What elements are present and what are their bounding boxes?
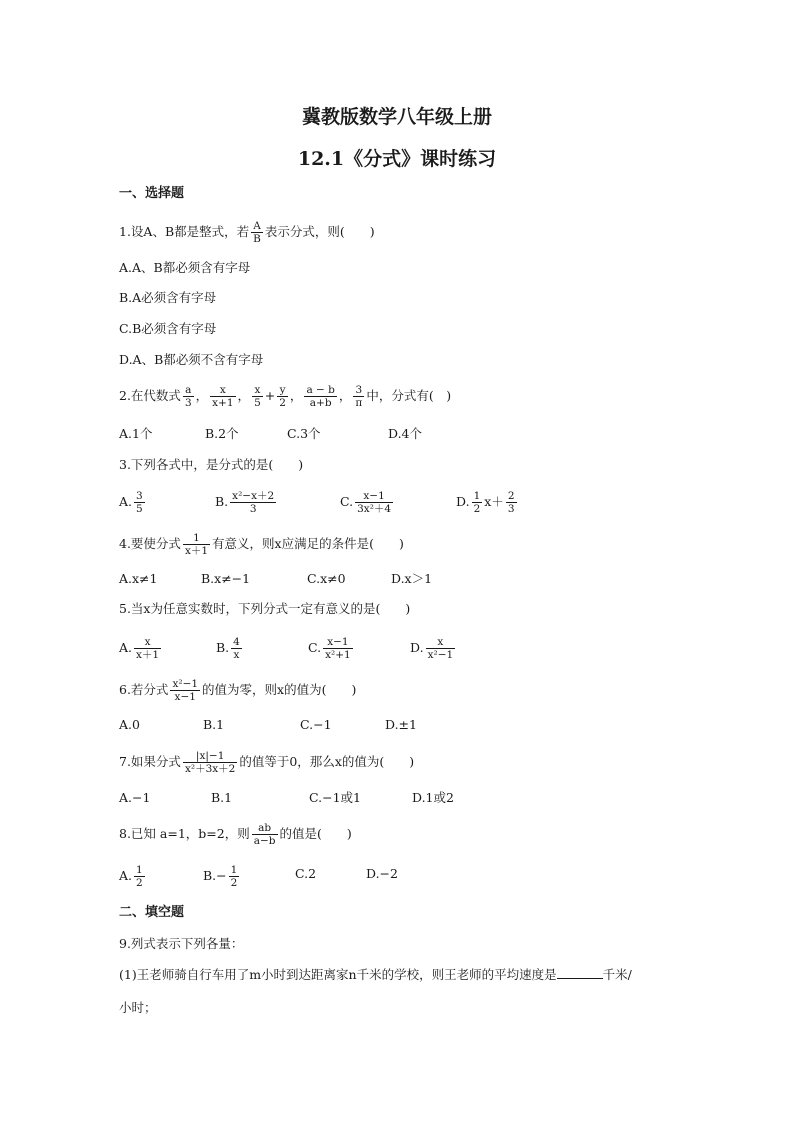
numerator: 3 (136, 490, 143, 502)
option-b (216, 636, 244, 661)
fraction (323, 636, 353, 661)
option-label: D. (410, 640, 424, 655)
option-label: C. (340, 494, 354, 509)
numerator: a (183, 384, 194, 397)
option-label: C. (308, 640, 322, 655)
fraction (355, 490, 393, 515)
separator: ， (338, 388, 352, 403)
option-d: D.±1 (385, 717, 417, 732)
document-title: 冀教版数学八年级上册 (301, 106, 492, 128)
denominator: B (253, 233, 261, 245)
denominator: 5 (254, 397, 261, 409)
denominator: x²+1 (325, 649, 351, 661)
fraction (183, 750, 237, 775)
fraction (506, 490, 517, 515)
denominator: 3 (184, 397, 192, 409)
option-a: A.x≠1 (119, 571, 158, 586)
question-8 (119, 822, 352, 847)
option-label: D. (456, 494, 470, 509)
question-text: 中，分式有( ) (366, 388, 452, 403)
numerator: 1 (183, 532, 210, 545)
option-b: B.1 (211, 790, 233, 805)
fraction (170, 678, 200, 703)
section-heading-fill: 二、填空题 (119, 905, 185, 920)
fraction (134, 864, 145, 889)
fraction (252, 822, 278, 847)
option-text: x＋ (484, 494, 504, 509)
fraction (134, 636, 161, 661)
option-c: C.B必须含有字母 (119, 321, 217, 336)
option-c: C.−1 (300, 717, 332, 732)
option-d (410, 636, 457, 661)
question-4 (119, 532, 404, 557)
option-a (119, 636, 163, 661)
numerator: y (277, 384, 288, 397)
numerator: A (251, 220, 263, 233)
fraction (304, 384, 336, 409)
question-text: 4.要使分式 (119, 536, 181, 551)
denominator: a+b (309, 397, 332, 409)
denominator: 2 (473, 503, 481, 515)
denominator: 2 (230, 877, 238, 889)
fraction (251, 220, 263, 245)
document-subtitle: 12.1《分式》课时练习 (297, 148, 497, 170)
question-text: 8.已知 a=1，b=2，则 (119, 826, 250, 841)
fraction (229, 864, 240, 889)
denominator: x＋1 (184, 545, 209, 557)
question-text: 2.在代数式 (119, 388, 181, 403)
option-d: D.x＞1 (391, 571, 433, 586)
option-label: A. (119, 494, 133, 509)
option-b: B.2个 (205, 426, 239, 441)
option-label: B. (216, 640, 230, 655)
separator: ， (237, 388, 251, 403)
fraction (230, 490, 276, 515)
denominator: 3 (249, 503, 257, 515)
question-text: 有意义，则x应满足的条件是( ) (212, 536, 404, 551)
question-text: 6.若分式 (119, 682, 169, 697)
question-9-part-1-continued: 小时； (119, 1000, 157, 1015)
denominator: 2 (136, 877, 143, 889)
question-text: 的值是( ) (279, 826, 352, 841)
denominator: x²−1 (427, 649, 454, 661)
numerator: 4 (233, 636, 240, 648)
option-d: D.4个 (388, 426, 423, 441)
fraction (134, 490, 145, 515)
denominator: a−b (253, 835, 276, 847)
numerator: x²−1 (172, 678, 199, 690)
numerator: ab (252, 822, 278, 835)
denominator: 2 (279, 397, 286, 409)
denominator: π (355, 397, 363, 409)
fraction (472, 490, 483, 515)
numerator: 1 (136, 864, 143, 876)
option-a (119, 490, 147, 515)
option-a (119, 864, 147, 889)
denominator: x−1 (174, 691, 196, 703)
numerator: 1 (230, 864, 238, 876)
question-9-part-1 (119, 965, 632, 985)
plus-sign: + (264, 388, 276, 403)
option-c (340, 490, 395, 515)
question-3: 3.下列各式中，是分式的是( ) (119, 457, 304, 472)
question-7 (119, 750, 414, 775)
question-text: 的值为零，则x的值为( ) (202, 682, 357, 697)
option-c: C.2 (295, 866, 317, 881)
option-d: D.A、B都必须不含有字母 (119, 352, 264, 367)
question-text: 表示分式，则( ) (264, 224, 375, 239)
separator: ， (289, 388, 303, 403)
numerator: 3 (353, 384, 364, 397)
denominator: 3 (507, 503, 515, 515)
fraction (277, 384, 288, 409)
question-5: 5.当x为任意实数时，下列分式一定有意义的是( ) (119, 601, 411, 616)
numerator: x (134, 636, 161, 649)
option-label: A. (119, 868, 133, 883)
question-2 (119, 384, 451, 409)
section-heading-choice: 一、选择题 (119, 186, 185, 201)
option-a: A.−1 (119, 790, 151, 805)
answer-blank[interactable] (557, 966, 603, 979)
numerator: x−1 (355, 490, 393, 503)
denominator: 5 (136, 503, 143, 515)
question-text: 1.设A、B都是整式，若 (119, 224, 250, 239)
fraction (183, 532, 210, 557)
denominator: x²＋3x＋2 (184, 763, 236, 775)
numerator: x (426, 636, 456, 649)
option-a: A.0 (119, 717, 140, 732)
numerator: 2 (507, 490, 515, 502)
option-c: C.x≠0 (307, 571, 346, 586)
fraction (426, 636, 456, 661)
option-c: C.3个 (287, 426, 321, 441)
option-d: D.1或2 (412, 790, 454, 805)
fraction (210, 384, 235, 409)
fraction (183, 384, 194, 409)
option-b: B.1 (203, 717, 225, 732)
fraction (231, 636, 242, 661)
option-label: B.− (203, 868, 227, 883)
question-text: 7.如果分式 (119, 754, 181, 769)
numerator: a − b (306, 384, 335, 396)
question-text: (1)王老师骑自行车用了m小时到达距离家n千米的学校，则王老师的平均速度是 (119, 967, 557, 982)
option-c (308, 636, 355, 661)
option-a: A.1个 (119, 426, 153, 441)
question-6 (119, 678, 356, 703)
numerator: |x|−1 (183, 750, 237, 763)
denominator: x+1 (212, 397, 234, 409)
denominator: x＋1 (136, 649, 160, 661)
numerator: x (252, 384, 263, 397)
option-b (215, 490, 278, 515)
option-b: B.x≠−1 (201, 571, 251, 586)
question-1 (119, 220, 375, 245)
option-a: A.A、B都必须含有字母 (119, 260, 251, 275)
denominator: x (233, 649, 240, 661)
fraction (252, 384, 263, 409)
option-d (456, 490, 519, 515)
numerator: 1 (473, 490, 481, 502)
numerator: x−1 (323, 636, 353, 649)
numerator: x (210, 384, 235, 397)
option-d: D.−2 (366, 866, 398, 881)
option-b (203, 864, 241, 889)
option-b: B.A必须含有字母 (119, 290, 217, 305)
question-text: 千米/ (602, 967, 632, 982)
numerator: x²−x＋2 (232, 490, 275, 502)
option-label: A. (119, 640, 133, 655)
fraction (353, 384, 364, 409)
option-label: B. (215, 494, 229, 509)
separator: ， (195, 388, 209, 403)
question-text: 的值等于0，那么x的值为( ) (239, 754, 415, 769)
question-9: 9.列式表示下列各量： (119, 936, 244, 951)
option-c: C.−1或1 (309, 790, 361, 805)
denominator: 3x²＋4 (357, 503, 392, 515)
